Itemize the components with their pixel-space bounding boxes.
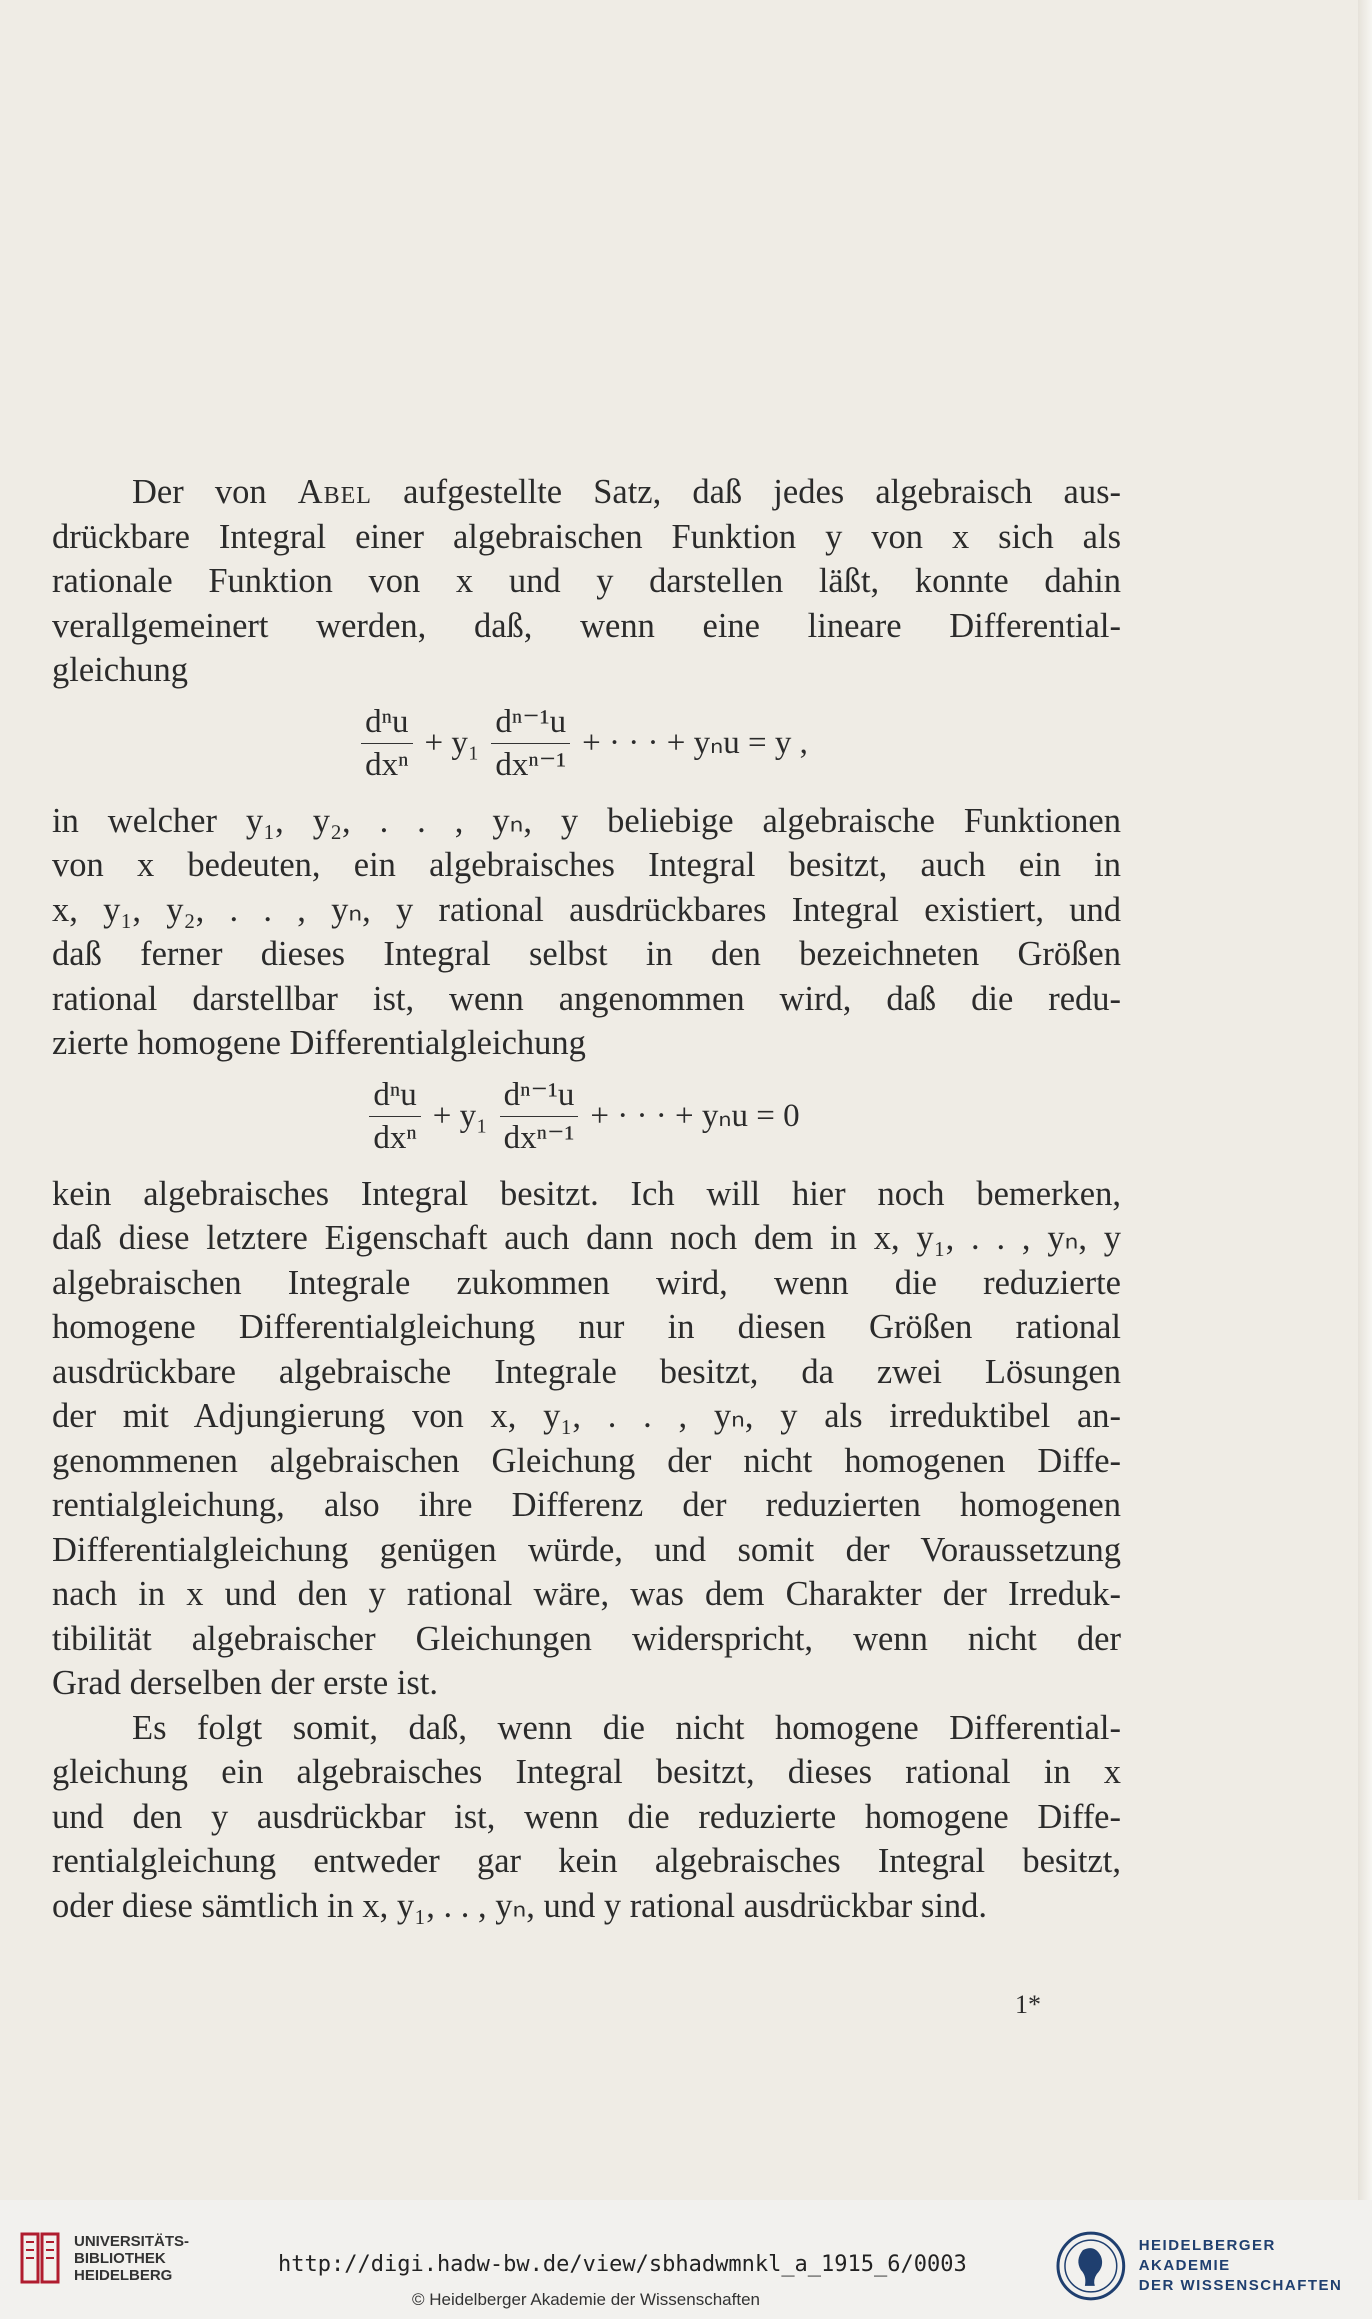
text-line: Es folgt somit, daß, wenn die nicht homogene Differential- [132, 1708, 1121, 1747]
text-line: homogene Differentialgleichung nur in diesen Größen rational [52, 1308, 1121, 1346]
text-line: rationale Funktion von x und y darstellen läßt, konnte dahin [52, 562, 1121, 600]
library-name: UNIVERSITÄTS- BIBLIOTHEK HEIDELBERG [74, 2232, 190, 2284]
university-library-logo[interactable] [16, 2228, 189, 2288]
library-seal-icon [16, 2228, 64, 2288]
text-line: daß diese letztere Eigenschaft auch dann noch dem in x, y₁, . . , yₙ, y [52, 1219, 1121, 1257]
paragraph-4 [52, 1706, 1121, 1929]
text-line: rentialgleichung entweder gar kein algebraisches Integral besitzt, [52, 1842, 1121, 1880]
text-line: daß ferner dieses Integral selbst in den bezeichneten Größen [52, 935, 1121, 973]
equation-inhomogeneous: $\frac{\text{dⁿu}}{\text{dxⁿ}}$ + y₁ $\frac{\text{dⁿ⁻¹u}}{\text{dxⁿ⁻¹}}$ + · · · + yₙu = y , [52, 699, 1121, 789]
copyright-notice: © Heidelberger Akademie der Wissenschaften [412, 2290, 760, 2309]
fraction: $\frac{\text{dⁿu}}{\text{dxⁿ}}$ [361, 703, 412, 784]
source-url-link[interactable]: http://digi.hadw-bw.de/view/sbhadwmnkl_a_1915_6/0003 [278, 2252, 967, 2277]
text-line: von x bedeuten, ein algebraisches Integral besitzt, auch ein in [52, 846, 1121, 884]
text-line: rentialgleichung, also ihre Differenz der reduzierten homogenen [52, 1486, 1121, 1524]
text-line: gleichung ein algebraisches Integral besitzt, dieses rational in x [52, 1753, 1121, 1791]
text-line: ausdrückbare algebraische Integrale besitzt, da zwei Lösungen [52, 1352, 1121, 1391]
text-line: Differentialgleichung genügen würde, und somit der Voraussetzung [52, 1530, 1121, 1569]
text-line: Grad derselben der erste ist. [52, 1664, 439, 1702]
fraction: $\frac{\text{dⁿ⁻¹u}}{\text{dxⁿ⁻¹}}$ [491, 703, 570, 784]
paragraph-3 [52, 1172, 1121, 1706]
paragraph-1 [52, 470, 1121, 693]
page-edge [1358, 0, 1372, 2319]
author-name: Abel [297, 473, 372, 511]
academy-logo[interactable] [1055, 2230, 1372, 2302]
academy-seal-icon [1055, 2230, 1127, 2302]
paragraph-2 [52, 799, 1121, 1066]
text-line: oder diese sämtlich in x, y₁, . . , yₙ, und y rational ausdrückbar sind. [52, 1886, 988, 1925]
text-line: x, y₁, y₂, . . , yₙ, y rational ausdrückbares Integral existiert, und [52, 890, 1121, 929]
fraction: $\frac{\text{dⁿ⁻¹u}}{\text{dxⁿ⁻¹}}$ [500, 1076, 579, 1157]
text-line: der mit Adjungierung von x, y₁, . . , yₙ, y als irreduktibel an- [52, 1397, 1121, 1435]
text-line: gleichung [52, 651, 189, 689]
text-line: tibilität algebraischer Gleichungen widerspricht, wenn nicht der [52, 1619, 1121, 1658]
text-line: genommenen algebraischen Gleichung der nicht homogenen Diffe- [52, 1441, 1121, 1480]
fraction: $\frac{\text{dⁿu}}{\text{dxⁿ}}$ [369, 1076, 420, 1157]
text-line: zierte homogene Differentialgleichung [52, 1024, 586, 1062]
equation-homogeneous: $\frac{\text{dⁿu}}{\text{dxⁿ}}$ + y₁ $\frac{\text{dⁿ⁻¹u}}{\text{dxⁿ⁻¹}}$ + · · · + yₙu = 0 [52, 1072, 1121, 1162]
show-through-text [160, 170, 1160, 460]
text-line: nach in x und den y rational wäre, was dem Charakter der Irreduk- [52, 1575, 1121, 1613]
academy-name: HEIDELBERGER AKADEMIE DER WISSENSCHAFTEN [1138, 2237, 1343, 2294]
text-line: drückbare Integral einer algebraischen Funktion y von x sich als [52, 517, 1121, 556]
text-line: und den y ausdrückbar ist, wenn die reduzierte homogene Diffe- [52, 1797, 1121, 1836]
text-line: kein algebraisches Integral besitzt. Ich will hier noch bemerken, [52, 1174, 1121, 1213]
text-line: algebraischen Integrale zukommen wird, wenn die reduzierte [52, 1263, 1121, 1302]
page-number: 1* [1015, 1990, 1041, 2019]
text-line: rational darstellbar ist, wenn angenommen wird, daß die redu- [52, 979, 1121, 1018]
text-line: Der von Abel aufgestellte Satz, daß jedes algebraisch aus- [132, 473, 1121, 511]
text-line: in welcher y₁, y₂, . . , yₙ, y beliebige algebraische Funktionen [52, 801, 1121, 840]
page-body [52, 470, 1121, 1928]
text-line: verallgemeinert werden, daß, wenn eine lineare Differential- [52, 606, 1121, 645]
